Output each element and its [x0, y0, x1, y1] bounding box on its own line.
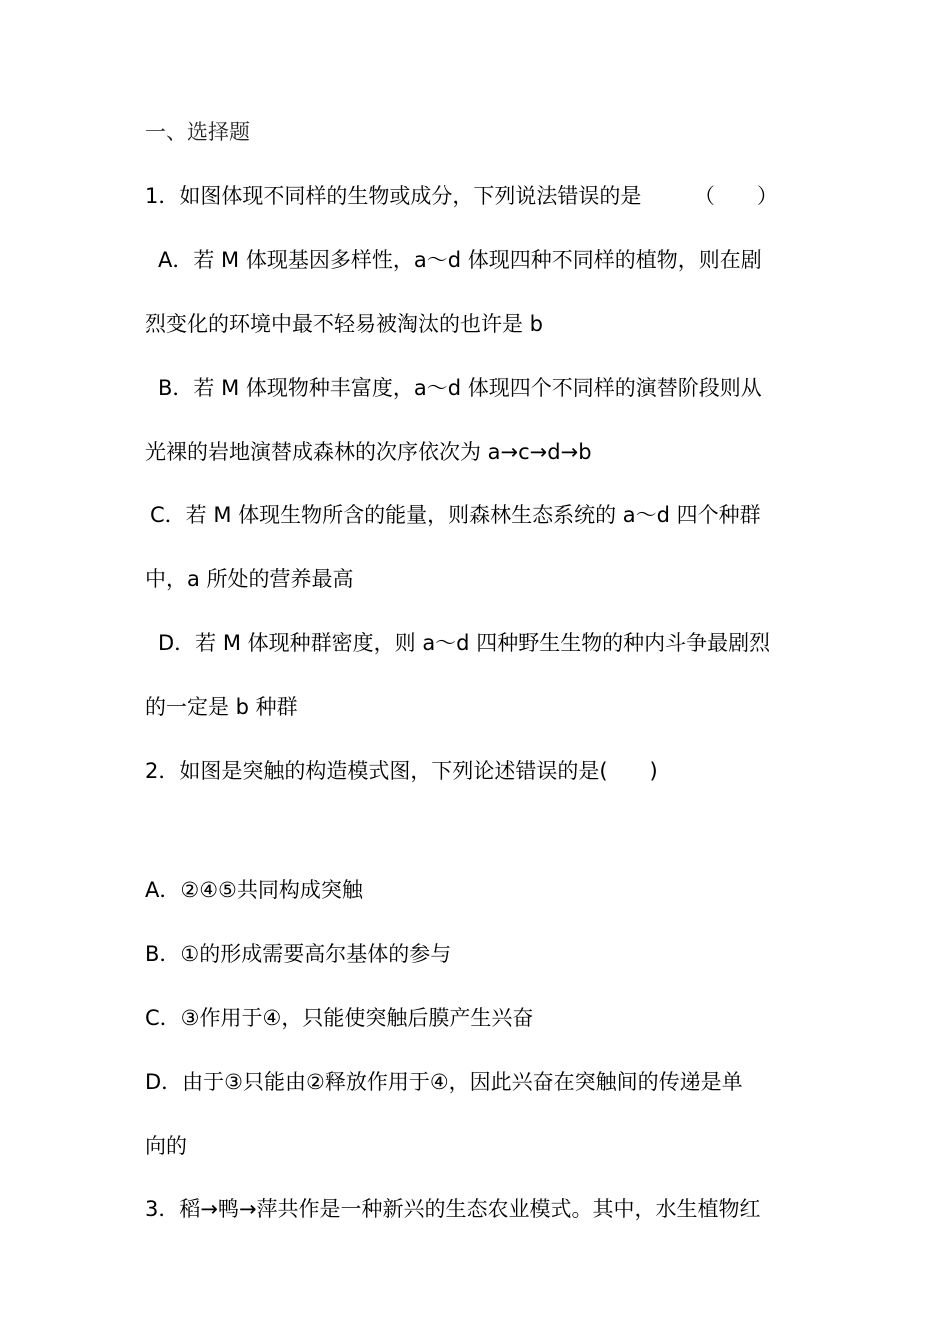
question-2-option-a: A．②④⑤共同构成突触: [145, 878, 363, 902]
question-1-option-a-line-1: A．若 M 体现基因多样性，a～d 体现四种不同样的植物，则在剧: [158, 248, 762, 272]
question-2-option-b: B．①的形成需要高尔基体的参与: [145, 942, 452, 966]
question-1-option-b-line-1: B．若 M 体现物种丰富度，a～d 体现四个不同样的演替阶段则从: [158, 376, 762, 400]
question-1-option-d-line-2: 的一定是 b 种群: [145, 695, 298, 719]
question-1-stem: 1．如图体现不同样的生物或成分，下列说法错误的是 （ ）: [145, 184, 778, 208]
question-2-option-c: C．③作用于④，只能使突触后膜产生兴奋: [145, 1006, 534, 1030]
question-1-option-d-line-1: D．若 M 体现种群密度，则 a～d 四种野生生物的种内斗争最剧烈: [158, 631, 771, 655]
section-title: 一、选择题: [145, 120, 250, 144]
question-1-option-c-line-1: C．若 M 体现生物所含的能量，则森林生态系统的 a～d 四个种群: [150, 503, 761, 527]
question-2-option-d-line-2: 向的: [145, 1134, 187, 1158]
question-1-option-c-line-2: 中，a 所处的营养最高: [145, 567, 354, 591]
question-1-option-b-line-2: 光裸的岩地演替成森林的次序依次为 a→c→d→b: [145, 440, 592, 464]
question-1-option-a-line-2: 烈变化的环境中最不轻易被淘汰的也许是 b: [145, 312, 544, 336]
question-2-stem: 2．如图是突触的构造模式图，下列论述错误的是( ): [145, 759, 658, 783]
question-3-stem: 3．稻→鸭→萍共作是一种新兴的生态农业模式。其中，水生植物红: [145, 1197, 761, 1221]
question-2-option-d-line-1: D．由于③只能由②释放作用于④，因此兴奋在突触间的传递是单: [145, 1070, 743, 1094]
